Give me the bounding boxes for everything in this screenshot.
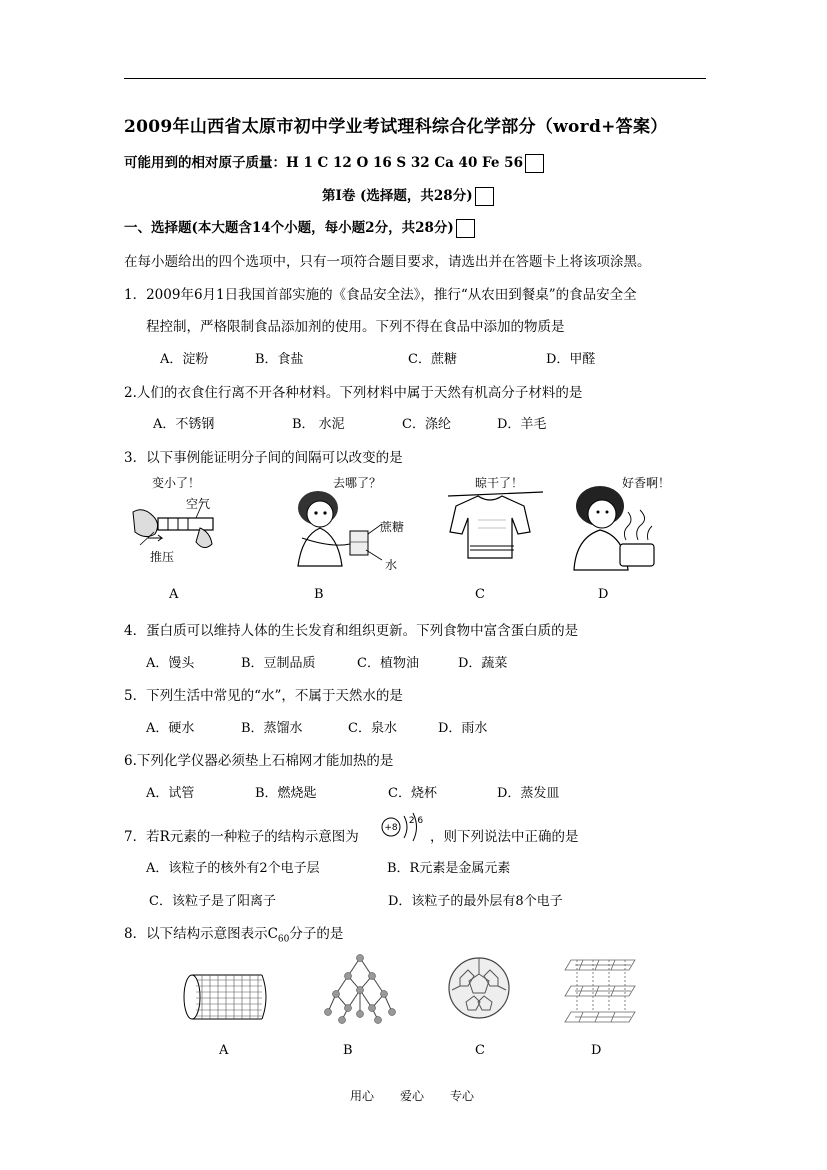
buckyball-structure	[446, 950, 512, 1026]
q4-option-d: D．蔬菜	[458, 656, 508, 671]
q4-option-a: A．馒头	[146, 656, 195, 671]
nanotube-structure	[182, 968, 270, 1026]
checkbox-part-one[interactable]	[456, 219, 475, 238]
checkbox-section[interactable]	[475, 187, 494, 206]
q5-option-b: B．蒸馏水	[241, 721, 303, 736]
footer-item-1: 用心	[350, 1089, 375, 1103]
sweater-illustration	[448, 488, 543, 568]
q3-option-d: D	[598, 587, 609, 602]
q5-text: 5．下列生活中常见的“水”，不属于天然水的是	[124, 688, 403, 704]
atomic-mass-text: 可能用到的相对原子质量：H 1 C 12 O 16 S 32 Ca 40 Fe 56	[124, 155, 523, 171]
q5-option-a: A．硬水	[146, 721, 195, 736]
atom-structure-diagram	[380, 808, 428, 842]
q2-option-c: C．涤纶	[402, 417, 451, 432]
q3-caption-a: 变小了！	[152, 476, 201, 490]
q7-option-c: C．该粒子是了阳离子	[149, 894, 276, 909]
q1-option-a: A．淀粉	[160, 352, 209, 367]
q8-option-a: A	[219, 1043, 229, 1058]
q8-option-b: B	[343, 1043, 353, 1058]
q6-text: 6.下列化学仪器必须垫上石棉网才能加热的是	[124, 753, 394, 769]
q1-option-c: C．蔗糖	[408, 352, 457, 367]
q3-option-c: C	[475, 587, 485, 602]
section-title: 第Ⅰ卷 (选择题，共28分)	[322, 188, 473, 204]
q6-option-a: A．试管	[146, 786, 195, 801]
q1-line1: 1．2009年6月1日我国首部实施的《食品安全法》，推行“从农田到餐桌”的食品安全全	[124, 287, 637, 303]
q8-before: 8．以下结构示意图表示C	[124, 926, 278, 942]
checkbox-atomic-mass[interactable]	[525, 154, 544, 173]
diamond-structure	[322, 950, 400, 1026]
q8-option-d: D	[591, 1043, 602, 1058]
q2-text: 2.人们的衣食住行离不开各种材料。下列材料中属于天然有机高分子材料的是	[124, 385, 583, 401]
q4-text: 4．蛋白质可以维持人体的生长发育和组织更新。下列食物中富含蛋白质的是	[124, 623, 579, 639]
q6-option-c: C．烧杯	[388, 786, 437, 801]
atom-nucleus: +8	[384, 823, 398, 833]
section-heading	[322, 184, 494, 206]
part-one-heading	[124, 216, 475, 238]
glass-sugar-label: 蔗糖	[380, 520, 405, 534]
q1-option-d: D．甲醛	[546, 352, 596, 367]
syringe-air-label: 空气	[186, 497, 211, 511]
q5-option-d: D．雨水	[438, 721, 488, 736]
q7-option-a: A．该粒子的核外有2个电子层	[146, 861, 320, 876]
q1-option-b: B．食盐	[255, 352, 304, 367]
q5-option-c: C．泉水	[348, 721, 397, 736]
q3-caption-c: 晾干了！	[475, 476, 524, 490]
q7-before: 7．若R元素的一种粒子的结构示意图为	[124, 829, 359, 845]
q6-option-d: D．蒸发皿	[497, 786, 560, 801]
q3-caption-b: 去哪了？	[333, 476, 382, 490]
q3-text: 3．以下事例能证明分子间的间隔可以改变的是	[124, 450, 403, 466]
footer-item-2: 爱心	[400, 1089, 425, 1103]
footer-item-3: 专心	[450, 1089, 475, 1103]
part-one-title: 一、选择题(本大题含14个小题，每小题2分，共28分)	[124, 220, 454, 236]
atom-shells: 2 6	[408, 816, 424, 826]
atomic-mass-line	[124, 151, 544, 173]
q1-line2: 程控制，严格限制食品添加剂的使用。下列不得在食品中添加的物质是	[146, 319, 565, 335]
q8-after: 分子的是	[289, 926, 344, 942]
graphite-structure	[567, 950, 639, 1026]
q7-after: ，则下列说法中正确的是	[430, 829, 579, 845]
header-rule	[124, 78, 706, 79]
page-title: 2009年山西省太原市初中学业考试理科综合化学部分（word+答案）	[124, 117, 668, 137]
syringe-push-label: 推压	[150, 550, 175, 564]
q2-option-a: A．不锈钢	[153, 417, 215, 432]
q7-option-d: D．该粒子的最外层有8个电子	[388, 894, 563, 909]
q2-option-d: D．羊毛	[497, 417, 547, 432]
q8-subscript: 60	[277, 934, 290, 945]
q6-option-b: B．燃烧匙	[255, 786, 317, 801]
q4-option-b: B．豆制品质	[241, 656, 316, 671]
q3-option-b: B	[314, 587, 324, 602]
glass-water-label: 水	[385, 558, 398, 572]
q3-caption-d: 好香啊！	[622, 476, 671, 490]
q8-option-c: C	[475, 1043, 485, 1058]
q7-option-b: B．R元素是金属元素	[387, 861, 511, 876]
q2-option-b: B． 水泥	[292, 417, 345, 432]
q8-text	[124, 922, 343, 945]
cooking-illustration	[570, 482, 670, 572]
q3-option-a: A	[169, 587, 179, 602]
instructions: 在每小题给出的四个选项中，只有一项符合题目要求，请选出并在答题卡上将该项涂黑。	[124, 254, 651, 270]
q4-option-c: C．植物油	[357, 656, 419, 671]
